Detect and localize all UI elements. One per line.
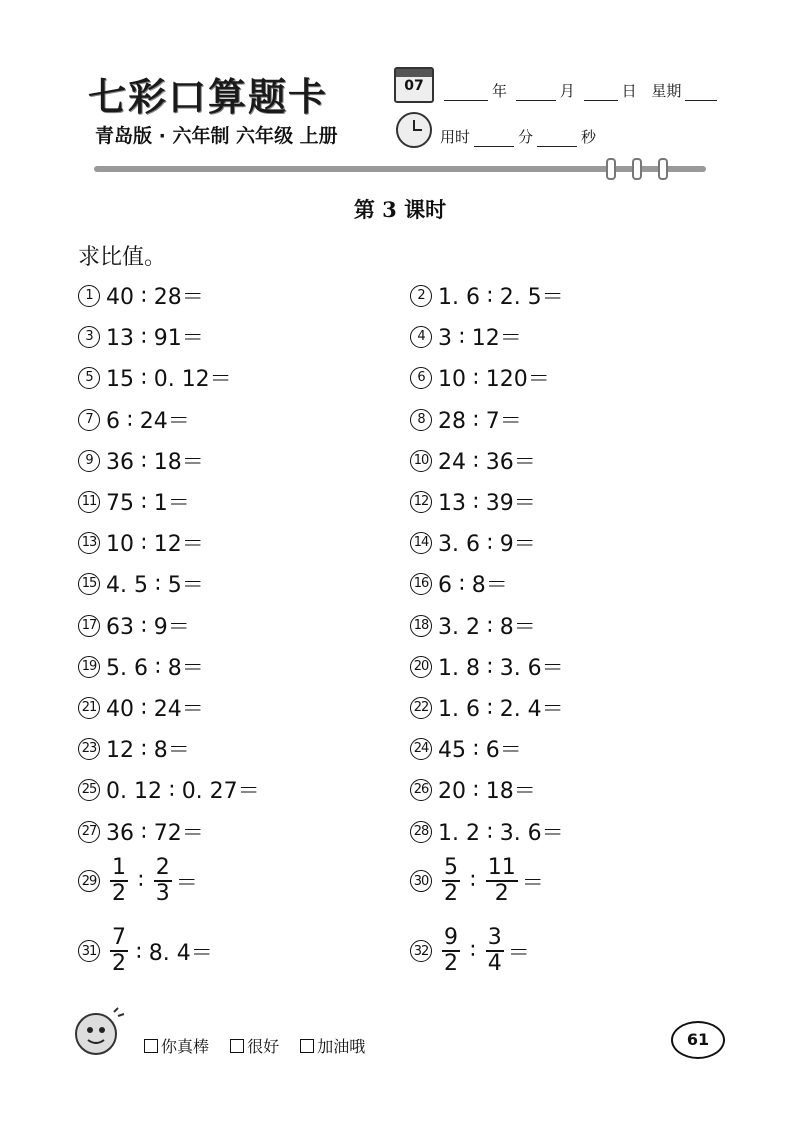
problem-number: 20 [410, 656, 432, 678]
problem-number: 30 [410, 870, 432, 892]
problem-number: 15 [78, 573, 100, 595]
fraction [110, 856, 128, 906]
problem-expression: 6 ∶ 24＝ [106, 409, 190, 434]
problem-11 [78, 486, 190, 517]
ratio-sign: ∶ [470, 868, 476, 894]
problem-number: 24 [410, 738, 432, 760]
weekday-label: 星期 [651, 82, 682, 100]
problem-expression: 1. 6 ∶ 2. 4＝ [438, 697, 564, 722]
problem-number: 17 [78, 615, 100, 637]
problem-19 [78, 651, 204, 682]
problem-number: 16 [410, 573, 432, 595]
problem-13 [78, 527, 204, 558]
problem-10 [410, 445, 536, 476]
problem-number: 28 [410, 821, 432, 843]
edition-label: 青岛版 · 六年制 六年级 上册 [95, 125, 338, 147]
problem-20 [410, 651, 564, 682]
binder-ring-icon [632, 158, 642, 180]
binder-ring-icon [658, 158, 668, 180]
problem-9 [78, 445, 204, 476]
problem-2 [410, 280, 564, 311]
problem-expression: 13 ∶ 91＝ [106, 326, 204, 351]
rating-keep-going[interactable] [300, 1037, 365, 1056]
numerator: 5 [444, 855, 458, 880]
problem-expression: 15 ∶ 0. 12＝ [106, 367, 232, 392]
fraction [486, 926, 504, 976]
checkbox-icon[interactable] [230, 1039, 244, 1053]
equals-sign: ＝ [507, 940, 530, 966]
minutes-label: 分 [518, 128, 534, 146]
denominator: 2 [112, 881, 126, 906]
numerator: 3 [487, 925, 502, 950]
weekday-blank[interactable] [685, 88, 717, 101]
problem-16 [410, 568, 508, 599]
problem-12 [410, 486, 536, 517]
problem-26 [410, 774, 536, 805]
problem-number: 18 [410, 615, 432, 637]
problem-15 [78, 568, 204, 599]
brand-title: 七彩口算题卡 [88, 74, 329, 119]
problem-expression: 24 ∶ 36＝ [438, 450, 536, 475]
denominator: 4 [487, 951, 502, 976]
problem-number: 19 [78, 656, 100, 678]
problem-expression: 3. 2 ∶ 8＝ [438, 615, 536, 640]
problem-number: 23 [78, 738, 100, 760]
month-label: 月 [559, 82, 575, 100]
problem-4 [410, 321, 522, 352]
problem-number: 5 [78, 367, 100, 389]
fraction [154, 856, 172, 906]
problem-expression: ∶ 8. 4＝ [136, 940, 213, 966]
problem-24 [410, 733, 522, 764]
problem-8 [410, 404, 522, 435]
problem-expression: 4. 5 ∶ 5＝ [106, 573, 204, 598]
problem-7 [78, 404, 190, 435]
numerator: 9 [444, 925, 458, 950]
problem-expression: 3. 6 ∶ 9＝ [438, 532, 536, 557]
problem-number: 14 [410, 532, 432, 554]
numerator: 1 [112, 855, 126, 880]
problem-number: 26 [410, 779, 432, 801]
denominator: 3 [155, 881, 170, 906]
self-rating [144, 1034, 381, 1057]
denominator: 2 [112, 951, 126, 976]
fraction [442, 856, 460, 906]
fraction [486, 856, 518, 906]
rating-label: 加油哦 [317, 1037, 366, 1056]
problem-27 [78, 816, 204, 847]
equals-sign: ＝ [521, 870, 544, 896]
problem-expression: 36 ∶ 72＝ [106, 821, 204, 846]
problem-29 [78, 856, 198, 906]
instruction-text: 求比值。 [78, 245, 167, 270]
problem-number: 4 [410, 326, 432, 348]
problem-expression: 45 ∶ 6＝ [438, 738, 522, 763]
problem-number: 25 [78, 779, 100, 801]
fraction [110, 926, 128, 976]
problem-number: 12 [410, 491, 432, 513]
problem-number: 2 [410, 285, 432, 307]
year-blank[interactable] [444, 88, 488, 101]
problem-number: 1 [78, 285, 100, 307]
problem-expression: 10 ∶ 12＝ [106, 532, 204, 557]
seconds-label: 秒 [581, 128, 597, 146]
problem-expression: 13 ∶ 39＝ [438, 491, 536, 516]
problem-28 [410, 816, 564, 847]
problem-1 [78, 280, 204, 311]
problem-expression: 75 ∶ 1＝ [106, 491, 190, 516]
problem-3 [78, 321, 204, 352]
calendar-icon-number: 07 [404, 78, 424, 94]
problem-number: 21 [78, 697, 100, 719]
problem-expression: 40 ∶ 24＝ [106, 697, 204, 722]
day-blank[interactable] [584, 88, 618, 101]
month-blank[interactable] [516, 88, 556, 101]
problem-number: 3 [78, 326, 100, 348]
checkbox-icon[interactable] [144, 1039, 158, 1053]
page-number: 61 [671, 1021, 725, 1059]
ratio-sign: ∶ [138, 868, 144, 894]
denominator: 2 [494, 881, 509, 906]
problem-expression: 0. 12 ∶ 0. 27＝ [106, 779, 260, 804]
rating-label: 你真棒 [161, 1037, 210, 1056]
problem-6 [410, 362, 550, 393]
problem-number: 13 [78, 532, 100, 554]
problem-number: 11 [78, 491, 100, 513]
minutes-blank[interactable] [474, 134, 514, 147]
clock-icon [396, 112, 432, 148]
problem-expression: 12 ∶ 8＝ [106, 738, 190, 763]
rating-great[interactable] [144, 1037, 209, 1056]
fraction [442, 926, 460, 976]
problem-number: 10 [410, 450, 432, 472]
problem-expression: 36 ∶ 18＝ [106, 450, 204, 475]
problem-expression: 20 ∶ 18＝ [438, 779, 536, 804]
equals-sign: ＝ [175, 870, 198, 896]
numerator: 11 [487, 855, 516, 880]
problem-18 [410, 610, 536, 641]
numerator: 7 [112, 925, 126, 950]
problem-22 [410, 692, 564, 723]
problem-expression: 3 ∶ 12＝ [438, 326, 522, 351]
problem-expression: 1. 6 ∶ 2. 5＝ [438, 285, 564, 310]
ratio-sign: ∶ [470, 938, 476, 964]
mascot-icon [70, 1004, 128, 1062]
problem-expression: 6 ∶ 8＝ [438, 573, 508, 598]
problem-number: 8 [410, 409, 432, 431]
problem-expression: 10 ∶ 120＝ [438, 367, 550, 392]
binder-ring-icon [606, 158, 616, 180]
time-used-label: 用时 [440, 128, 471, 146]
problem-expression: 40 ∶ 28＝ [106, 285, 204, 310]
problem-23 [78, 733, 190, 764]
date-fields [440, 80, 721, 101]
problem-32 [410, 926, 530, 976]
problem-expression: 5. 6 ∶ 8＝ [106, 656, 204, 681]
time-fields [440, 126, 596, 147]
lesson-title: 第 3 课时 [353, 197, 447, 222]
day-label: 日 [621, 82, 637, 100]
problem-number: 29 [78, 870, 100, 892]
problem-number: 22 [410, 697, 432, 719]
problem-31 [78, 926, 213, 976]
problem-number: 31 [78, 940, 100, 962]
problem-number: 6 [410, 367, 432, 389]
problem-25 [78, 774, 260, 805]
problem-expression: 63 ∶ 9＝ [106, 615, 190, 640]
year-label: 年 [492, 82, 508, 100]
problem-30 [410, 856, 544, 906]
problem-expression: 28 ∶ 7＝ [438, 409, 522, 434]
problem-number: 32 [410, 940, 432, 962]
problem-5 [78, 362, 232, 393]
checkbox-icon[interactable] [300, 1039, 314, 1053]
calendar-icon [394, 67, 434, 103]
problem-number: 7 [78, 409, 100, 431]
seconds-blank[interactable] [537, 134, 577, 147]
problem-expression: 1. 2 ∶ 3. 6＝ [438, 821, 564, 846]
problem-21 [78, 692, 204, 723]
denominator: 2 [444, 951, 458, 976]
problem-expression: 1. 8 ∶ 3. 6＝ [438, 656, 564, 681]
rating-label: 很好 [247, 1037, 280, 1056]
rating-good[interactable] [230, 1037, 279, 1056]
problem-14 [410, 527, 536, 558]
numerator: 2 [155, 855, 170, 880]
problem-17 [78, 610, 190, 641]
problem-number: 9 [78, 450, 100, 472]
denominator: 2 [444, 881, 458, 906]
problem-number: 27 [78, 821, 100, 843]
